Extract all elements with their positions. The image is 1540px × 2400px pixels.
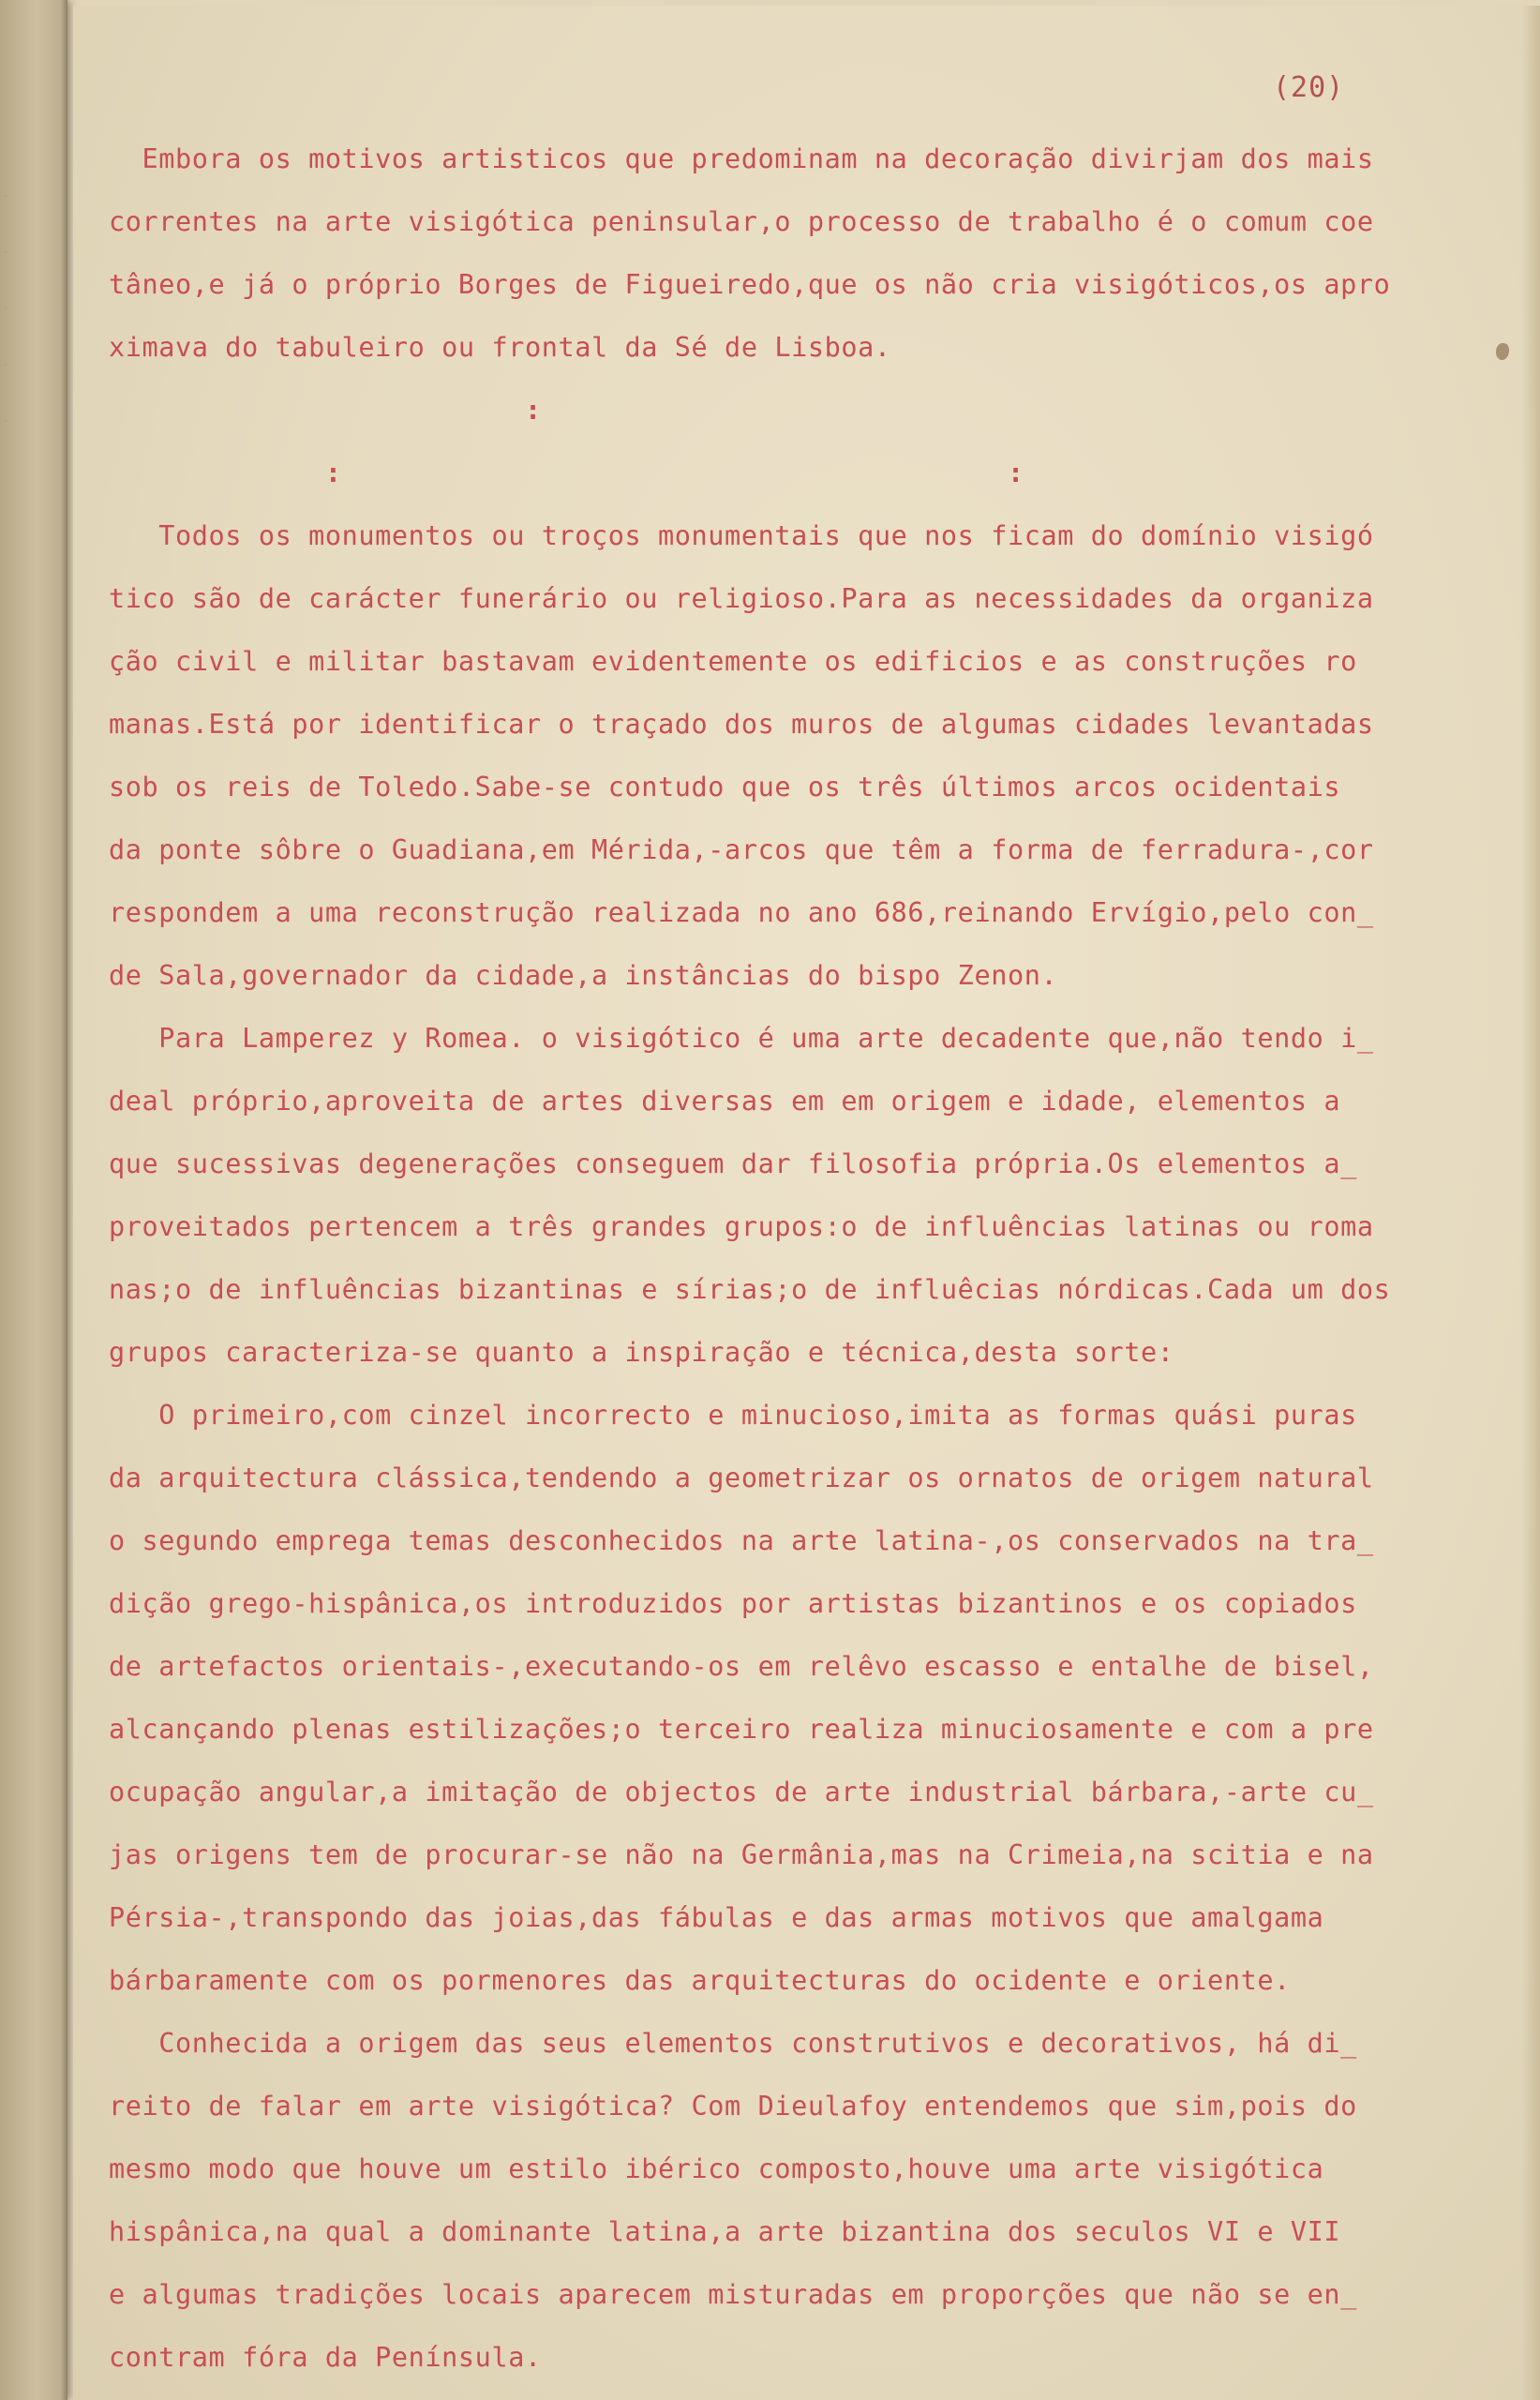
text-line: Todos os monumentos ou troços monumentais que nos ficam do domínio visigó [109,520,1374,551]
text-line: correntes na arte visigótica peninsular,o processo de trabalho é o comum coe [109,206,1374,237]
text-line: manas.Está por identificar o traçado dos muros de algumas cidades levantadas [109,709,1374,740]
text-line: O primeiro,com cinzel incorrecto e minucioso,imita as formas quási puras [109,1400,1357,1431]
text-line: que sucessivas degenerações conseguem dar filosofia própria.Os elementos a_ [109,1148,1357,1179]
body-text [109,137,1535,2398]
text-line: o segundo emprega temas desconhecidos na arte latina-,os conservados na tra_ [109,1525,1374,1556]
section-separator: : [109,395,542,426]
text-line: tico são de carácter funerário ou religioso.Para as necessidades da organiza [109,583,1374,614]
text-line: Embora os motivos artisticos que predominam na decoração divirjam dos mais [109,143,1374,174]
text-line: da arquitectura clássica,tendendo a geometrizar os ornatos de origem natural [109,1462,1374,1493]
text-line: ção civil e militar bastavam evidentemente os edificios e as construções ro [109,646,1357,677]
typewritten-page [73,6,1540,2400]
text-line: bárbaramente com os pormenores das arquitecturas do ocidente e oriente. [109,1965,1291,1996]
page-number: (20) [1273,71,1345,104]
text-line: reito de falar em arte visigótica? Com Dieulafoy entendemos que sim,pois do [109,2091,1357,2122]
text-line: contram fóra da Península. [109,2342,542,2373]
text-line: proveitados pertencem a três grandes grupos:o de influências latinas ou roma [109,1211,1374,1242]
text-line: dição grego-hispânica,os introduzidos por artistas bizantinos e os copiados [109,1588,1357,1619]
previous-page-marks: · · · · · [4,189,8,429]
text-line: tâneo,e já o próprio Borges de Figueiredo,que os não cria visigóticos,os apro [109,269,1391,300]
text-line: ximava do tabuleiro ou frontal da Sé de Lisboa. [109,332,891,363]
text-line: da ponte sôbre o Guadiana,em Mérida,-arcos que têm a forma de ferradura-,cor [109,834,1374,865]
text-line: sob os reis de Toledo.Sabe-se contudo que os três últimos arcos ocidentais [109,772,1341,802]
text-line: de artefactos orientais-,executando-os em relêvo escasso e entalhe de bisel, [109,1651,1374,1682]
text-line: ocupação angular,a imitação de objectos de arte industrial bárbara,-arte cu_ [109,1777,1374,1808]
text-line: alcançando plenas estilizações;o terceiro realiza minuciosamente e com a pre [109,1714,1374,1745]
previous-page-edge [0,0,67,2400]
text-line: Pérsia-,transpondo das joias,das fábulas e das armas motivos que amalgama [109,1902,1324,1933]
text-line: mesmo modo que houve um estilo ibérico composto,houve uma arte visigótica [109,2153,1324,2184]
text-line: Para Lamperez y Romea. o visigótico é uma arte decadente que,não tendo i_ [109,1023,1374,1054]
text-line: e algumas tradições locais aparecem misturadas em proporções que não se en_ [109,2279,1357,2310]
text-line: nas;o de influências bizantinas e sírias;o de influêcias nórdicas.Cada um dos [109,1274,1391,1305]
text-line: Conhecida a origem das seus elementos construtivos e decorativos, há di_ [109,2028,1357,2059]
text-line: de Sala,governador da cidade,a instâncias do bispo Zenon. [109,960,1058,991]
section-separator: : : [109,458,1024,488]
text-line: hispânica,na qual a dominante latina,a arte bizantina dos seculos VI e VII [109,2216,1341,2247]
text-line: jas origens tem de procurar-se não na Germânia,mas na Crimeia,na scitia e na [109,1839,1374,1870]
text-line: grupos caracteriza-se quanto a inspiração e técnica,desta sorte: [109,1337,1174,1368]
text-line: respondem a uma reconstrução realizada no ano 686,reinando Ervígio,pelo con_ [109,897,1374,928]
text-line: deal próprio,aproveita de artes diversas em em origem e idade, elementos a [109,1086,1341,1117]
